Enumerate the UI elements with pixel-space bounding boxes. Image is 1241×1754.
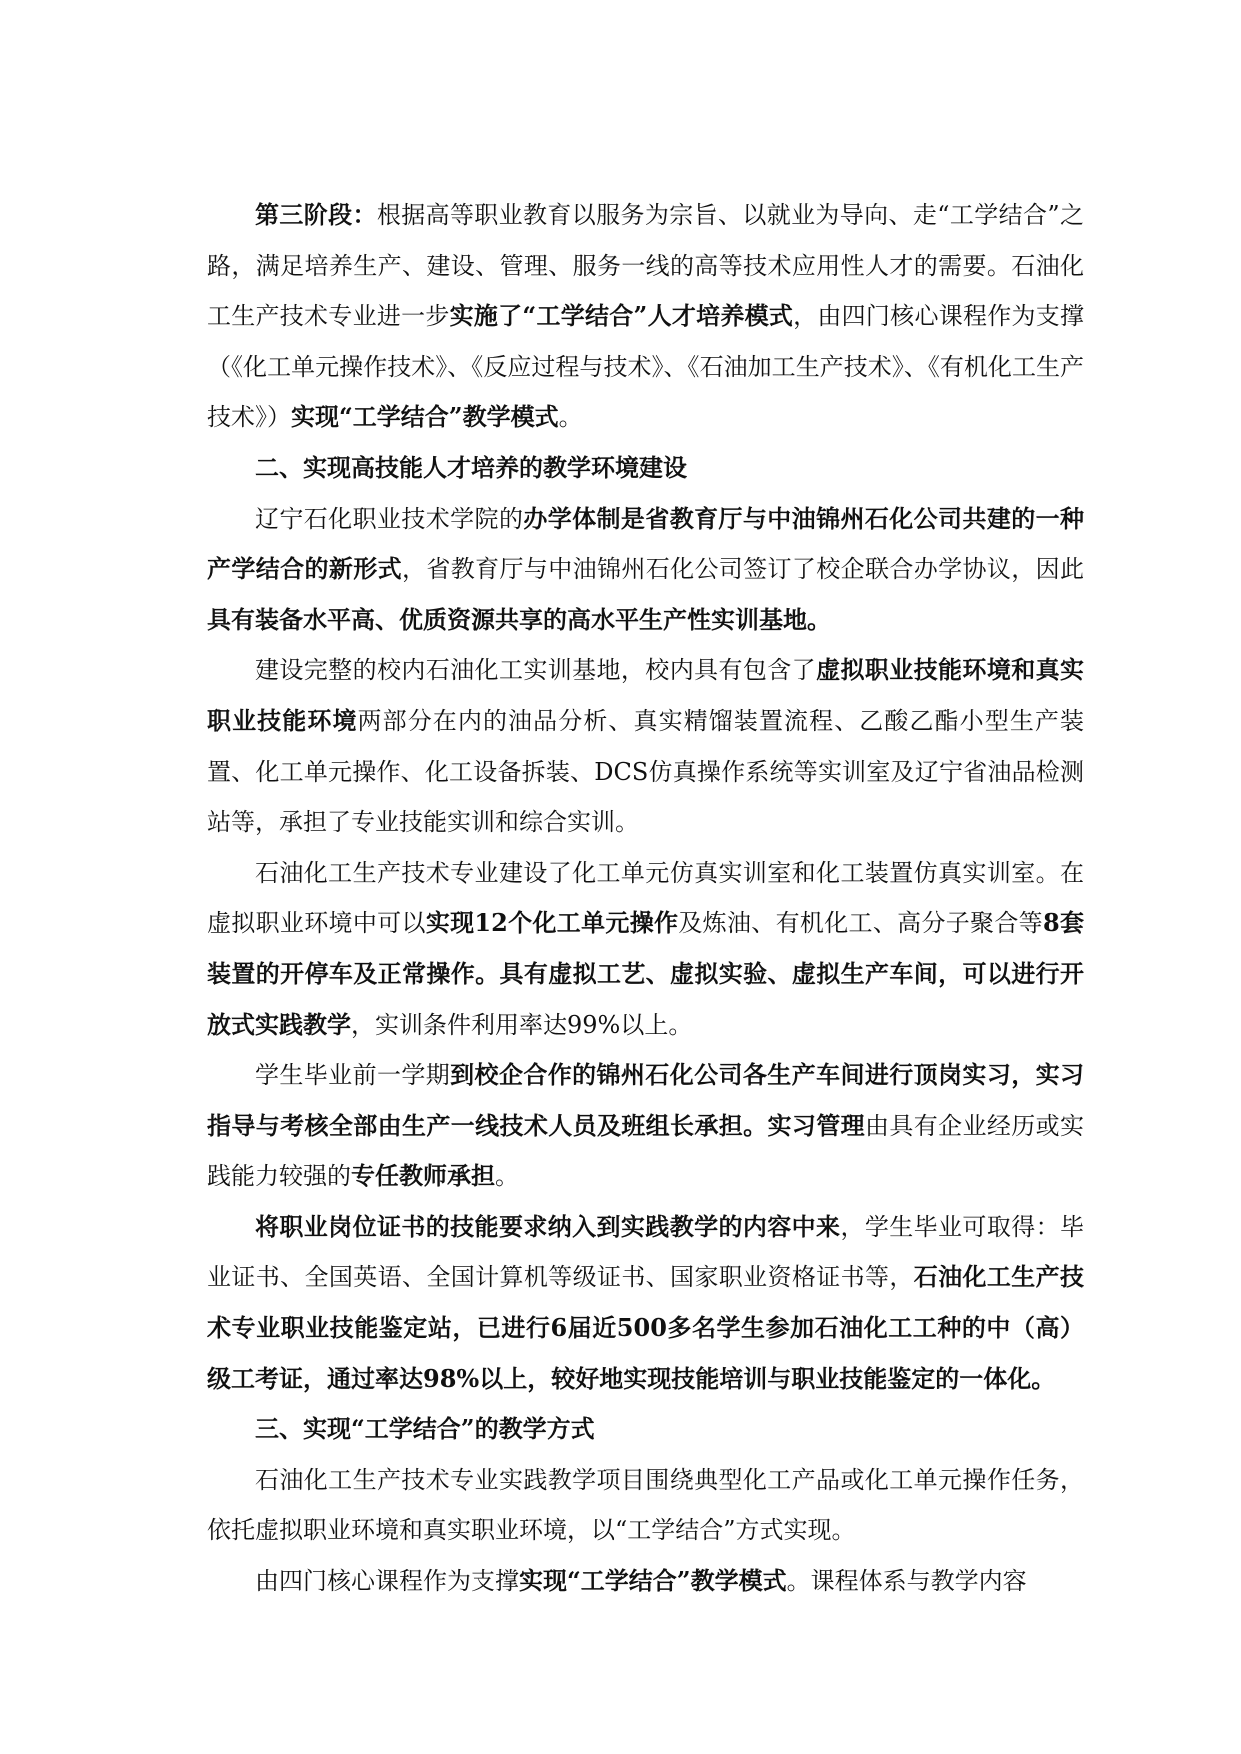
paragraph bbox=[207, 1050, 1084, 1202]
bold-text-segment: 8套装置的开停车及正常操作。具有虚拟工艺、虚拟实验、虚拟生产车间，可以进行开放式实践教学 bbox=[207, 908, 1085, 1039]
document-body bbox=[207, 190, 1084, 1607]
text-segment: 学生毕业前一学期 bbox=[255, 1061, 451, 1090]
bold-text-segment: 具有装备水平高、优质资源共享的高水平生产性实训基地。 bbox=[207, 604, 831, 634]
paragraph bbox=[207, 645, 1084, 847]
bold-text-segment: 实现“工学结合”教学模式 bbox=[519, 1566, 787, 1596]
paragraph bbox=[207, 1455, 1084, 1556]
text-segment: 建设完整的校内石油化工实训基地，校内具有包含了 bbox=[255, 656, 817, 685]
text-segment: ，省教育厅与中油锦州石化公司签订了校企联合办学协议，因此 bbox=[401, 555, 1085, 584]
bold-text-segment: 专任教师承担 bbox=[351, 1161, 495, 1191]
paragraph bbox=[207, 494, 1084, 646]
text-segment: 及炼油、有机化工、高分子聚合等 bbox=[678, 909, 1043, 938]
text-segment: 两部分在内的油品分析、真实精馏装置流程、乙酸乙酯小型生产装置、化工单元操作、化工设备拆装、DCS仿真操作系统等实训室及辽宁省油品检测站等，承担了专业技能实训和综合实训。 bbox=[207, 706, 1084, 837]
section-heading bbox=[207, 1404, 1084, 1455]
text-segment: 辽宁石化职业技术学院的 bbox=[255, 504, 524, 533]
text-segment: 。课程体系与教学内容 bbox=[786, 1567, 1027, 1596]
bold-text-segment: 二、实现高技能人才培养的教学环境建设 bbox=[255, 452, 687, 482]
paragraph bbox=[207, 1556, 1084, 1607]
text-segment: 石油化工生产技术专业实践教学项目围绕典型化工产品或化工单元操作任务，依托虚拟职业环境和真实职业环境，以“工学结合”方式实现。 bbox=[207, 1465, 1084, 1545]
paragraph bbox=[207, 848, 1084, 1050]
bold-text-segment: 第三阶段： bbox=[255, 200, 377, 229]
bold-text-segment: 三、实现“工学结合”的教学方式 bbox=[255, 1414, 595, 1444]
bold-text-segment: 实现12个化工单元操作 bbox=[425, 908, 679, 938]
text-segment: 由具有企业经历或实践能力较强的 bbox=[207, 1111, 1085, 1191]
text-segment: 。 bbox=[495, 1162, 519, 1191]
text-segment: 根据高等职业教育以服务为宗旨、以就业为导向、走“工学结合”之路，满足培养生产、建设、管理、服务一线的高等技术应用性人才的需要。石油化工生产技术专业进一步 bbox=[207, 201, 1085, 331]
bold-text-segment: 到校企合作的锦州石化公司各生产车间进行顶岗实习，实习指导与考核全部由生产一线技术人员及班组长承担。实习管理 bbox=[207, 1060, 1085, 1140]
text-segment: 。 bbox=[558, 403, 583, 432]
paragraph bbox=[207, 190, 1084, 443]
bold-text-segment: 办学体制是省教育厅与中油锦州石化公司共建的一种产学结合的新形式 bbox=[207, 503, 1085, 584]
bold-text-segment: 石油化工生产技术专业职业技能鉴定站，已进行6届近500多名学生参加石油化工工种的中（高）级工考证，通过率达98%以上，较好地实现技能培训与职业技能鉴定的一体化。 bbox=[207, 1262, 1085, 1393]
text-segment: ，由四门核心课程作为支撑（《化工单元操作技术》、《反应过程与技术》、《石油加工生产技术》、《有机化工生产技术》） bbox=[207, 302, 1085, 432]
paragraph bbox=[207, 1202, 1084, 1404]
text-segment: 石油化工生产技术专业建设了化工单元仿真实训室和化工装置仿真实训室。在虚拟职业环境中可以 bbox=[207, 858, 1084, 938]
text-segment: ，学生毕业可取得：毕业证书、全国英语、全国计算机等级证书、国家职业资格证书等， bbox=[207, 1212, 1084, 1292]
bold-text-segment: 虚拟职业技能环境和真实职业技能环境 bbox=[207, 655, 1085, 735]
section-heading bbox=[207, 443, 1084, 494]
text-segment: ，实训条件利用率达99%以上。 bbox=[351, 1010, 693, 1039]
bold-text-segment: 将职业岗位证书的技能要求纳入到实践教学的内容中来 bbox=[255, 1211, 841, 1241]
bold-text-segment: 实施了“工学结合”人才培养模式 bbox=[449, 301, 794, 331]
bold-text-segment: 实现“工学结合”教学模式 bbox=[291, 402, 559, 432]
text-segment: 由四门核心课程作为支撑 bbox=[255, 1567, 519, 1596]
